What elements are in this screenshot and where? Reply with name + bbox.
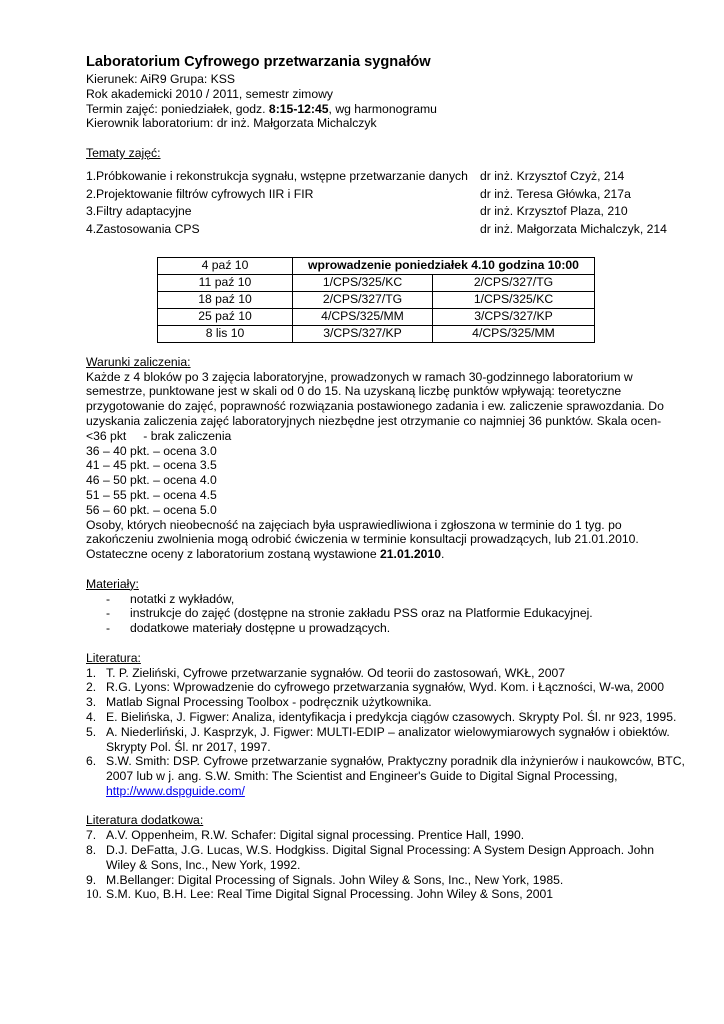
schedule-date: 25 paź 10 [158,308,293,325]
literature-item-6-body [98,754,686,798]
materials-item [86,606,686,621]
dash-bullet: - [106,621,111,636]
lab-head-line: Kierownik laboratorium: dr inż. Małgorzata Michalczyk [86,116,377,131]
literature-number: 9. [86,872,97,887]
extra-literature-heading: Literatura dodatkowa: [86,813,204,828]
materials-item [86,621,686,636]
literature-number: 4. [86,709,97,724]
materials-text: dodatkowe materiały dostępne u prowadzących. [130,621,391,636]
schedule-row [158,325,595,342]
term-prefix: Termin zajęć: poniedziałek, godz. [86,101,269,116]
grade-scale-line: 56 – 60 pkt. – ocena 5.0 [86,502,217,517]
conditions-text [86,370,686,562]
schedule-row [158,257,595,274]
literature-number: 6. [86,754,97,769]
literature-number: 10. [86,887,102,902]
topic-title: Próbkowanie i rekonstrukcja sygnału, wstępne przetwarzanie danych [96,169,468,184]
materials-item [86,592,686,607]
grade-scale-line: <36 pkt - brak zaliczenia [86,428,232,443]
topic-title: Zastosowania CPS [96,221,200,236]
materials-list [86,592,686,636]
materials-text: instrukcje do zajęć (dostępne na stronie zakładu PSS oraz na Platformie Edukacyjnej. [130,606,593,621]
literature-item [86,887,686,902]
literature-text: T. P. Zieliński, Cyfrowe przetwarzanie sygnałów. Od teorii do zastosowań, WKŁ, 2007 [106,665,566,680]
document-page [86,54,686,902]
topics-heading: Tematy zajęć: [86,145,161,160]
literature-number: 5. [86,724,97,739]
extra-literature-list [86,828,686,902]
schedule-row [158,308,595,325]
schedule-group-b: 3/CPS/327/KP [433,308,595,325]
schedule-group-b: 1/CPS/325/KC [433,291,595,308]
topic-title: Filtry adaptacyjne [96,204,192,219]
topic-teacher: dr inż. Małgorzata Michalczyk, 214 [480,221,667,236]
literature-item [86,754,686,798]
literature-item [86,873,686,888]
academic-year-line: Rok akademicki 2010 / 2011, semestr zimowy [86,86,334,101]
schedule-term-line [86,102,686,117]
literature-item [86,710,686,725]
topic-teacher: dr inż. Krzysztof Plaza, 210 [480,204,628,219]
final-grades-line [86,547,686,562]
topic-teacher: dr inż. Krzysztof Czyż, 214 [480,169,625,184]
schedule-row [158,274,595,291]
literature-list [86,666,686,799]
literature-number: 7. [86,828,97,843]
literature-item [86,695,686,710]
final-suffix: . [441,547,445,562]
kierunek-line: Kierunek: AiR9 Grupa: KSS [86,72,236,86]
grade-scale-line: 51 – 55 pkt. – ocena 4.5 [86,487,217,502]
schedule-table [157,257,595,343]
dash-bullet: - [106,606,111,621]
topic-item [86,184,686,202]
topic-number: 2. [86,186,97,201]
page-title: Laboratorium Cyfrowego przetwarzania sygnałów [86,54,431,70]
literature-item [86,680,686,695]
schedule-group-b: 4/CPS/325/MM [433,325,595,342]
schedule-group-a: 2/CPS/327/TG [293,291,433,308]
dash-bullet: - [106,591,111,606]
term-suffix: , wg harmonogramu [328,101,437,116]
literature-text: R.G. Lyons: Wprowadzenie do cyfrowego przetwarzania sygnałów, Wyd. Kom. i Łączności, W-wa, 2000 [106,680,665,695]
term-hours: 8:15-12:45 [268,101,329,116]
literature-text: Matlab Signal Processing Toolbox - podręcznik użytkownika. [106,695,432,710]
conditions-line: semestrze, punktowane jest w skali od 0 do 15. Na uzyskaną liczbę punktów wpływają: teoretyczne [86,384,622,399]
schedule-date: 8 lis 10 [158,325,293,342]
literature-heading: Literatura: [86,650,141,665]
literature-number: 2. [86,680,97,695]
conditions-heading: Warunki zaliczenia: [86,354,191,369]
literature-text: M.Bellanger: Digital Processing of Signals. John Wiley & Sons, Inc., New York, 1985. [106,872,564,887]
final-prefix: Ostateczne oceny z laboratorium zostaną wystawione [86,547,380,562]
grade-scale-line: 36 – 40 pkt. – ocena 3.0 [86,443,217,458]
schedule-group-a: 1/CPS/325/KC [293,274,433,291]
topic-title: Projektowanie filtrów cyfrowych IIR i FIR [96,186,314,201]
grade-scale-line: 41 – 45 pkt. – ocena 3.5 [86,458,217,473]
conditions-line: przygotowanie do zajęć, poprawność rozwiązania postawionego zadania i ew. zaliczenie sprawozdania. Do [86,399,664,414]
literature-text: A.V. Oppenheim, R.W. Schafer: Digital signal processing. Prentice Hall, 1990. [106,828,525,843]
schedule-date: 4 paź 10 [158,257,293,274]
topic-number: 4. [86,221,97,236]
dspguide-link[interactable]: http://www.dspguide.com/ [106,783,245,798]
final-date: 21.01.2010 [380,547,441,562]
literature-number: 8. [86,843,97,858]
grade-scale-line: 46 – 50 pkt. – ocena 4.0 [86,473,217,488]
materials-heading: Materiały: [86,576,139,591]
literature-item [86,843,686,873]
conditions-line: uzyskania zaliczenia zajęć laboratoryjnych niezbędne jest otrzymanie co najmniej 36 punktów. Skala ocen- [86,413,662,428]
topic-item [86,167,686,185]
literature-item [86,666,686,681]
materials-text: notatki z wykładów, [130,591,235,606]
schedule-date: 18 paź 10 [158,291,293,308]
conditions-line: Osoby, których nieobecność na zajęciach była usprawiedliwiona i zgłoszona w terminie do 1 tyg. po [86,517,622,532]
literature-text: S.M. Kuo, B.H. Lee: Real Time Digital Signal Processing. John Wiley & Sons, 2001 [106,887,554,902]
schedule-date: 11 paź 10 [158,274,293,291]
literature-text: A. Niederliński, J. Kasprzyk, J. Figwer: MULTI-EDIP – analizator wielowymiarowych sygnałów i obiektów. Skrypty Pol. Śl. nr 2017, 1997. [106,724,670,754]
literature-text: S.W. Smith: DSP. Cyfrowe przetwarzanie sygnałów, Praktyczny poradnik dla inżynierów i naukowców, BTC, 2007 lub w j. ang. S.W. Smith: The Scientist and Engineer's Guide to Digital Signal Processing, [106,754,685,784]
conditions-line: zakończeniu zwolnienia mogą odrobić ćwiczenia w terminie konsultacji prowadzących, lub 21.01.2010. [86,532,639,547]
topic-teacher: dr inż. Teresa Główka, 217a [480,186,631,201]
literature-item [86,725,686,755]
schedule-group-a: 3/CPS/327/KP [293,325,433,342]
literature-text: E. Bielińska, J. Figwer: Analiza, identyfikacja i predykcja ciągów czasowych. Skrypty Pol. Śl. nr 923, 1995. [106,709,677,724]
topic-item [86,219,686,237]
literature-item [86,828,686,843]
literature-number: 3. [86,695,97,710]
conditions-line: Każde z 4 bloków po 3 zajęcia laboratoryjne, prowadzonych w ramach 30-godzinnego laboratorium w [86,369,633,384]
topic-number: 1. [86,169,97,184]
literature-number: 1. [86,665,97,680]
topic-item [86,202,686,220]
schedule-group-a: 4/CPS/325/MM [293,308,433,325]
schedule-intro-note: wprowadzenie poniedziałek 4.10 godzina 10:00 [293,257,595,274]
schedule-row [158,291,595,308]
topics-list [86,167,686,237]
literature-text: D.J. DeFatta, J.G. Lucas, W.S. Hodgkiss. Digital Signal Processing: A System Design Approach. John Wiley & Sons, Inc., New York, 1992. [106,843,655,872]
schedule-group-b: 2/CPS/327/TG [433,274,595,291]
topic-number: 3. [86,204,97,219]
